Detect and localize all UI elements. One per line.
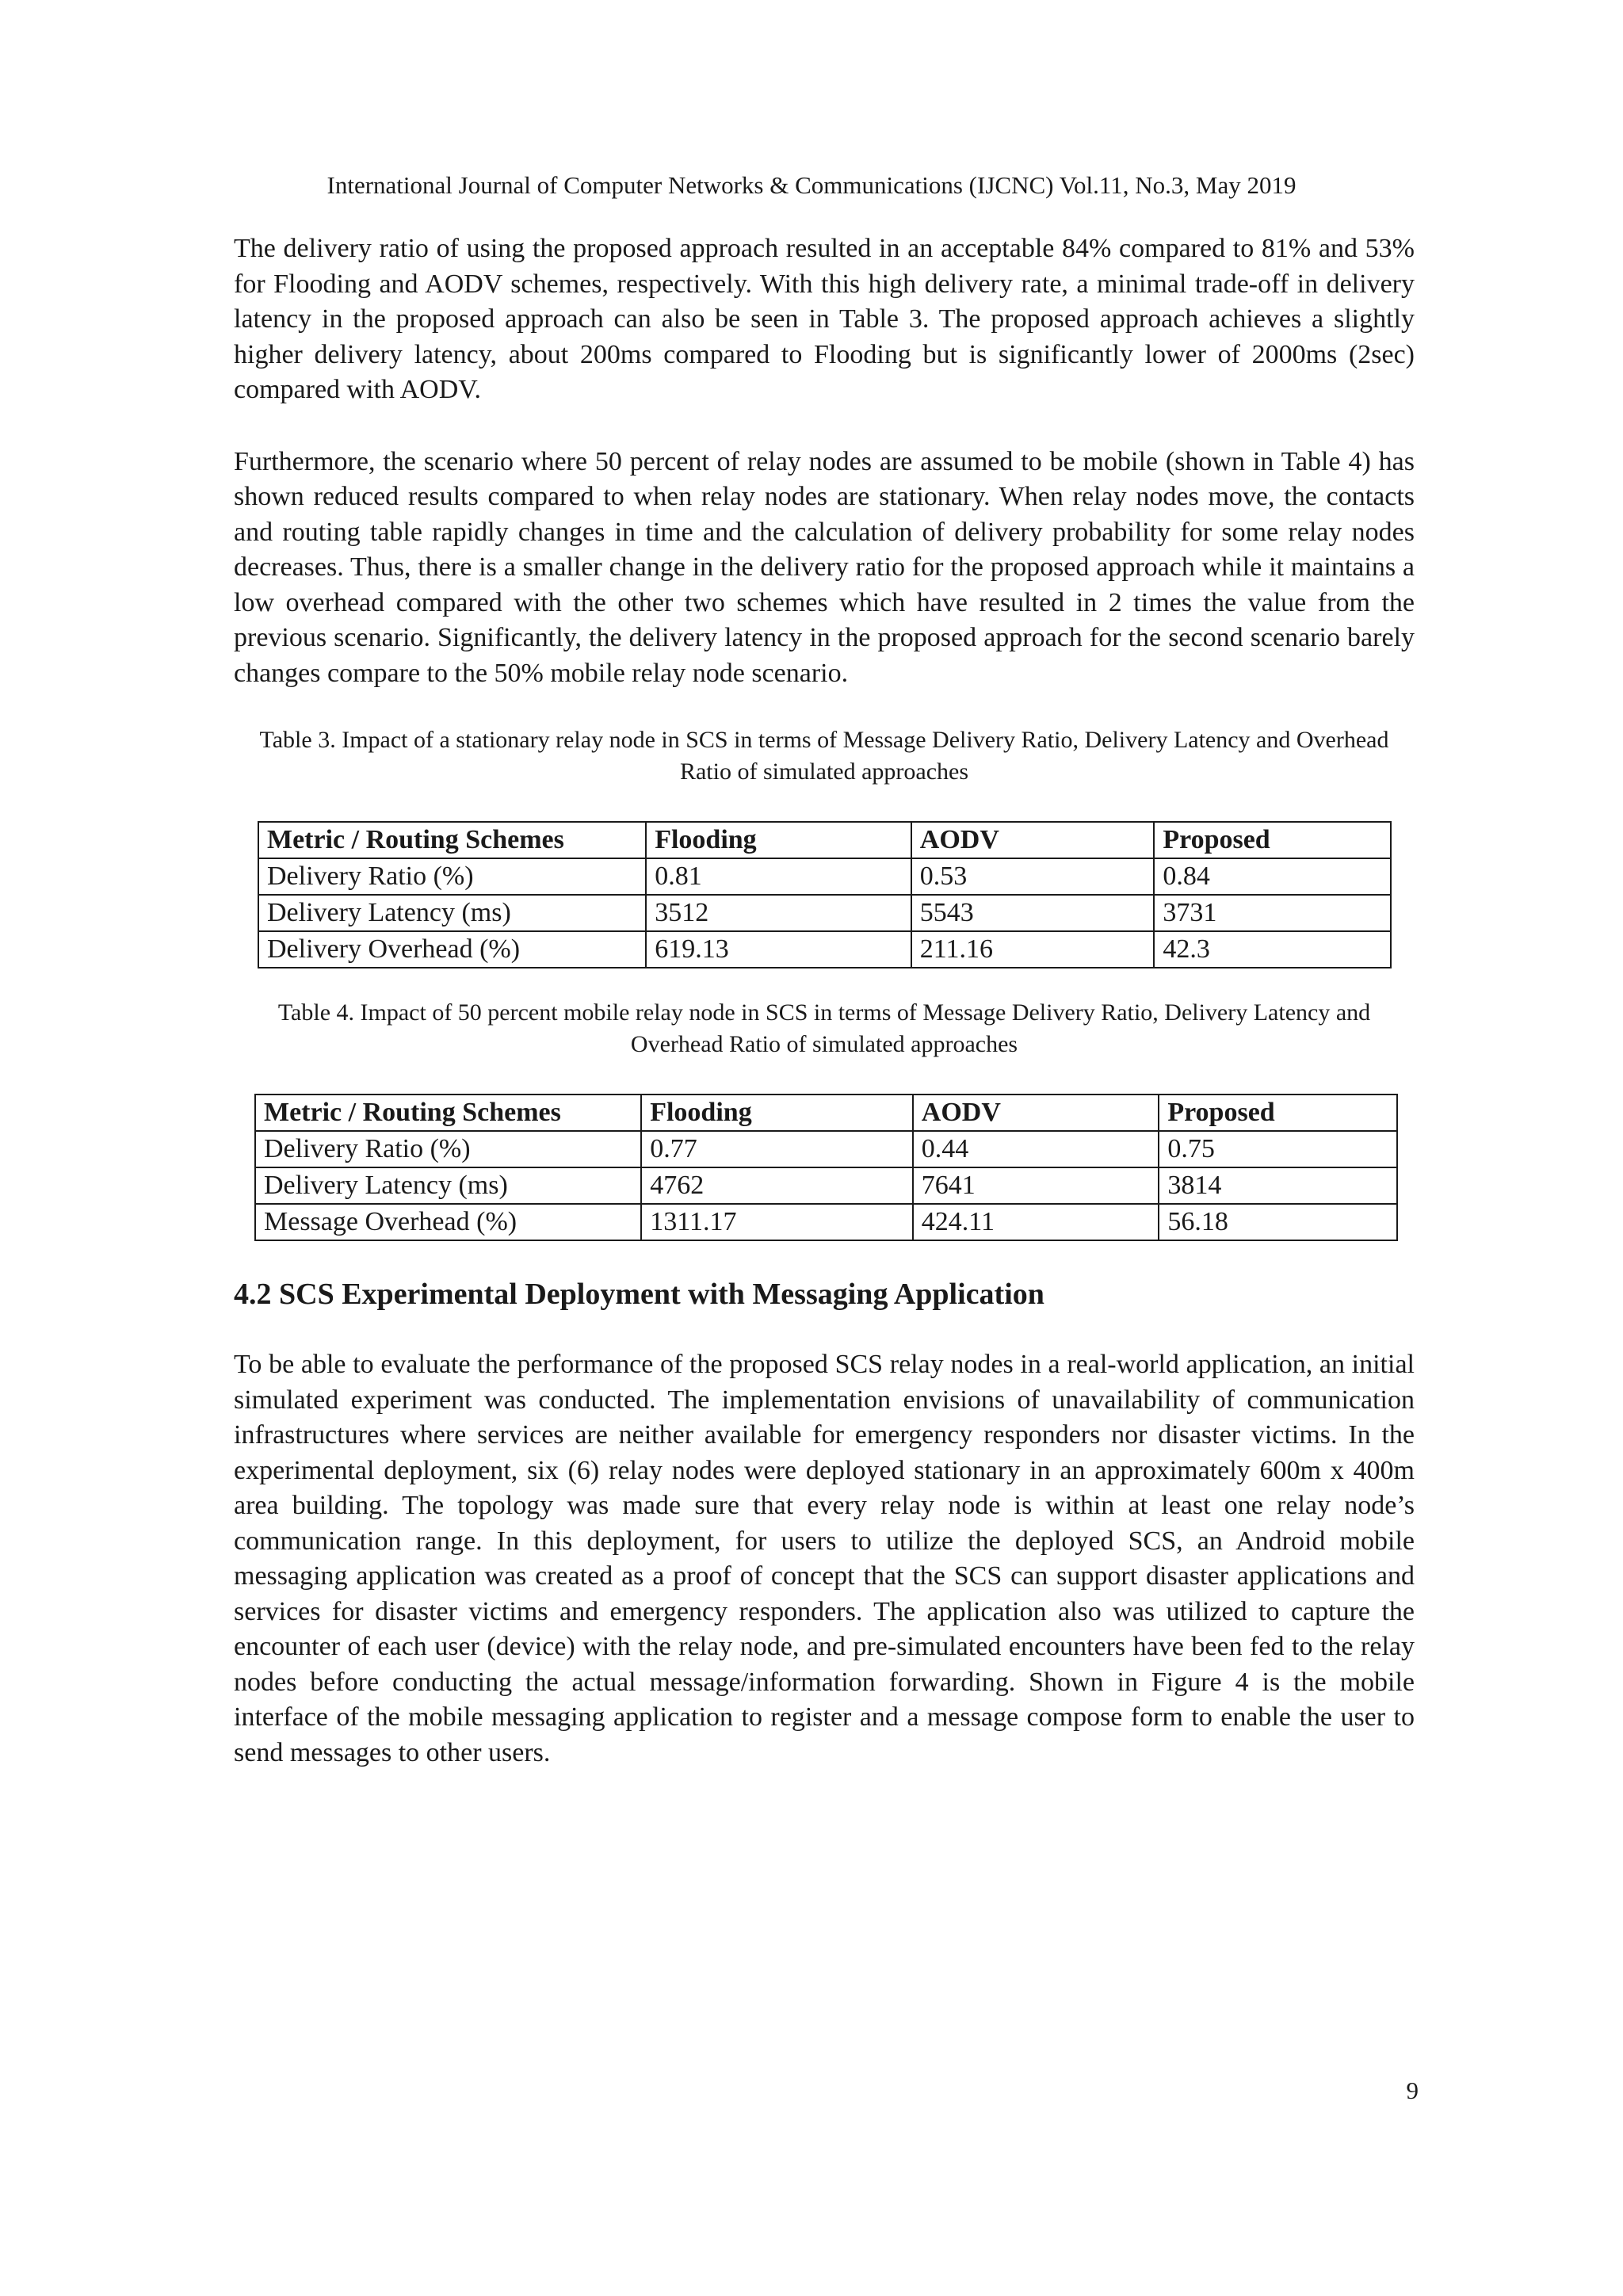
page-content bbox=[234, 231, 1415, 1771]
table-cell: Delivery Overhead (%) bbox=[258, 931, 646, 968]
paragraph-mobile-scenario: Furthermore, the scenario where 50 percent of relay nodes are assumed to be mobile (shown in Table 4) has shown reduced results compared to when relay nodes are stationary. When relay nodes move, the contacts and routing table rapidly changes in time and the calculation of delivery probability for some relay nodes decreases. Thus, there is a smaller change in the delivery ratio for the proposed approach while it maintains a low overhead compared with the other two schemes which have resulted in 2 times the value from the previous scenario. Significantly, the delivery latency in the proposed approach for the second scenario barely changes compare to the 50% mobile relay node scenario. bbox=[234, 446, 1415, 688]
table-cell: Delivery Latency (ms) bbox=[255, 1167, 641, 1204]
page-number: 9 bbox=[1406, 2076, 1419, 2104]
table-cell: 0.77 bbox=[641, 1131, 913, 1167]
table-cell: 0.84 bbox=[1154, 858, 1391, 895]
journal-header: International Journal of Computer Networks & Communications (IJCNC) Vol.11, No.3, May 2019 bbox=[327, 171, 1296, 199]
table-cell: 7641 bbox=[913, 1167, 1159, 1204]
table-header-cell: AODV bbox=[911, 822, 1155, 858]
table-cell: Message Overhead (%) bbox=[255, 1204, 641, 1240]
table-header-cell: Proposed bbox=[1159, 1095, 1397, 1131]
table3-caption: Table 3. Impact of a stationary relay node in SCS in terms of Message Delivery Ratio, Delivery Latency and Overhead Ratio of simulated approaches bbox=[259, 727, 1389, 785]
table-cell: 0.75 bbox=[1159, 1131, 1397, 1167]
table-cell: Delivery Ratio (%) bbox=[255, 1131, 641, 1167]
table4-caption: Table 4. Impact of 50 percent mobile relay node in SCS in terms of Message Delivery Ratio, Delivery Latency and Overhead Ratio of simulated approaches bbox=[277, 999, 1371, 1057]
table-row bbox=[255, 1204, 1397, 1240]
table4 bbox=[254, 1094, 1398, 1241]
table-cell: 0.53 bbox=[911, 858, 1155, 895]
table-cell: Delivery Ratio (%) bbox=[258, 858, 646, 895]
table-cell: 4762 bbox=[641, 1167, 913, 1204]
table-cell: 3814 bbox=[1159, 1167, 1397, 1204]
table-header-cell: Flooding bbox=[641, 1095, 913, 1131]
table-cell: Delivery Latency (ms) bbox=[258, 895, 646, 931]
table-header-cell: Metric / Routing Schemes bbox=[258, 822, 646, 858]
table-cell: 1311.17 bbox=[641, 1204, 913, 1240]
table-cell: 211.16 bbox=[911, 931, 1155, 968]
table-row bbox=[258, 858, 1391, 895]
table-row bbox=[255, 1167, 1397, 1204]
table-cell: 5543 bbox=[911, 895, 1155, 931]
table-row bbox=[255, 1131, 1397, 1167]
table-header-cell: Metric / Routing Schemes bbox=[255, 1095, 641, 1131]
paragraph-experimental-deployment: To be able to evaluate the performance of the proposed SCS relay nodes in a real-world application, an initial simulated experiment was conducted. The implementation envisions of unavailability of communication infrastructures where services are neither available for emergency responders nor disaster victims. In the experimental deployment, six (6) relay nodes were deployed stationary in an approximately 600m x 400m area building. The topology was made sure that every relay node is within at least one relay node’s communication range. In this deployment, for users to utilize the deployed SCS, an Android mobile messaging application was created as a proof of concept that the SCS can support disaster applications and services for disaster victims and emergency responders. The application also was utilized to capture the encounter of each user (device) with the relay node, and pre-simulated encounters have been fed to the relay nodes before conducting the actual message/information forwarding. Shown in Figure 4 is the mobile interface of the mobile messaging application to register and a message compose form to enable the user to send messages to other users. bbox=[234, 1350, 1415, 1767]
table-header-cell: Flooding bbox=[646, 822, 911, 858]
table-header-cell: AODV bbox=[913, 1095, 1159, 1131]
paragraph-delivery-ratio: The delivery ratio of using the proposed approach resulted in an acceptable 84% compared to 81% and 53% for Flooding and AODV schemes, respectively. With this high delivery rate, a minimal trade-off in delivery latency in the proposed approach can also be seen in Table 3. The proposed approach achieves a slightly higher delivery latency, about 200ms compared to Flooding but is significantly lower of 2000ms (2sec) compared with AODV. bbox=[234, 234, 1415, 404]
table-cell: 3512 bbox=[646, 895, 911, 931]
table-cell: 3731 bbox=[1154, 895, 1391, 931]
table-row bbox=[258, 895, 1391, 931]
table-cell: 0.81 bbox=[646, 858, 911, 895]
table-header-row bbox=[255, 1095, 1397, 1131]
table-cell: 42.3 bbox=[1154, 931, 1391, 968]
table-cell: 0.44 bbox=[913, 1131, 1159, 1167]
section-heading: 4.2 SCS Experimental Deployment with Messaging Application bbox=[234, 1278, 1044, 1311]
table-cell: 619.13 bbox=[646, 931, 911, 968]
table-header-cell: Proposed bbox=[1154, 822, 1391, 858]
table-cell: 56.18 bbox=[1159, 1204, 1397, 1240]
table3 bbox=[258, 821, 1392, 968]
table-cell: 424.11 bbox=[913, 1204, 1159, 1240]
table-header-row bbox=[258, 822, 1391, 858]
table-row bbox=[258, 931, 1391, 968]
